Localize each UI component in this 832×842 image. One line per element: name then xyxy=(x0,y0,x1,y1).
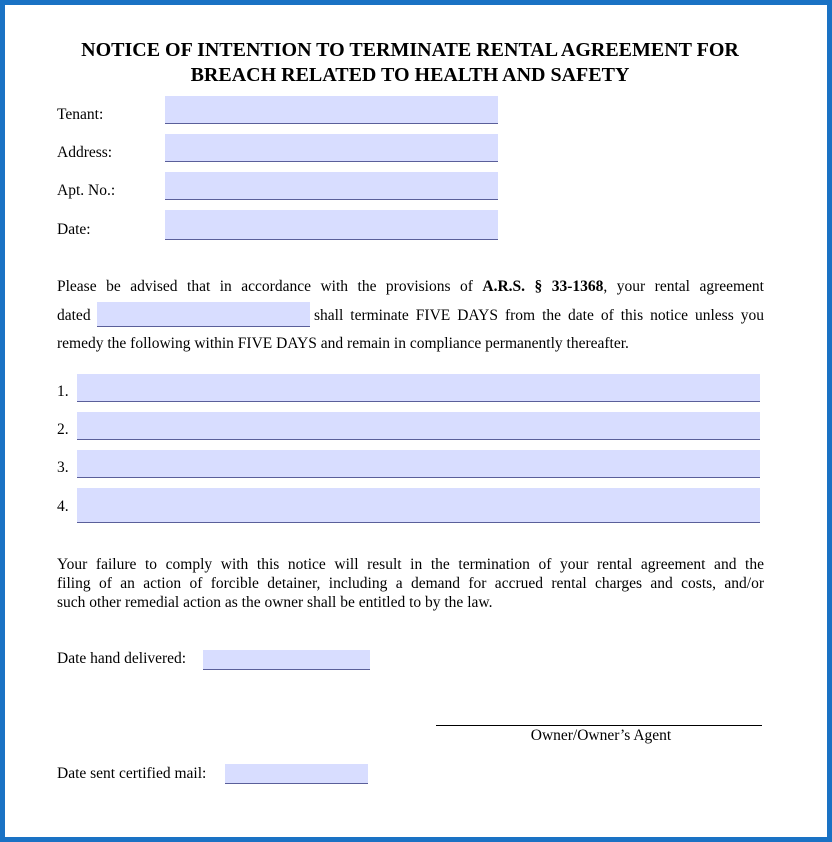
statute-reference: A.R.S. § 33-1368 xyxy=(482,278,604,295)
failure-line-1: Your failure to comply with this notice will result in the termination of your rental agreement and the xyxy=(57,556,764,573)
tenant-label: Tenant: xyxy=(57,106,104,123)
date-hand-delivered-field[interactable] xyxy=(203,650,370,670)
remedy-number-3: 3. xyxy=(57,459,69,476)
address-field[interactable] xyxy=(165,134,498,162)
page-title xyxy=(30,38,790,88)
owner-agent-label: Owner/Owner’s Agent xyxy=(530,727,672,744)
dated-label: dated xyxy=(57,307,91,324)
date-hand-delivered-label: Date hand delivered: xyxy=(57,650,187,667)
remedy-field-4[interactable] xyxy=(77,488,760,523)
dated-field[interactable] xyxy=(97,302,310,327)
failure-line-3: such other remedial action as the owner shall be entitled to by the law. xyxy=(57,594,493,611)
date-certified-mail-label: Date sent certified mail: xyxy=(57,765,207,782)
signature-line xyxy=(436,725,762,726)
remedy-number-1: 1. xyxy=(57,383,69,400)
advice-line-3: remedy the following within FIVE DAYS and remain in compliance permanently thereafter. xyxy=(57,335,629,352)
tenant-field[interactable] xyxy=(165,96,498,124)
remedy-field-1[interactable] xyxy=(77,374,760,402)
advice-line-1 xyxy=(57,278,764,296)
advice-text-start: Please be advised that in accordance with the provisions of xyxy=(57,278,473,295)
address-label: Address: xyxy=(57,144,113,161)
apt-no-label: Apt. No.: xyxy=(57,182,116,199)
remedy-number-4: 4. xyxy=(57,498,69,515)
failure-line-2: filing of an action of forcible detainer, including a demand for accrued rental charges and costs, and/or xyxy=(57,575,764,592)
date-field[interactable] xyxy=(165,210,498,240)
title-line-1: NOTICE OF INTENTION TO TERMINATE RENTAL AGREEMENT FOR xyxy=(81,39,739,61)
remedy-number-2: 2. xyxy=(57,421,69,438)
date-label: Date: xyxy=(57,221,91,238)
remedy-field-3[interactable] xyxy=(77,450,760,478)
advice-text-end: , your rental agreement xyxy=(603,278,764,295)
apt-no-field[interactable] xyxy=(165,172,498,200)
advice-line-2: shall terminate FIVE DAYS from the date of this notice unless you xyxy=(314,307,764,324)
title-line-2: BREACH RELATED TO HEALTH AND SAFETY xyxy=(190,64,630,86)
date-certified-mail-field[interactable] xyxy=(225,764,368,784)
remedy-field-2[interactable] xyxy=(77,412,760,440)
